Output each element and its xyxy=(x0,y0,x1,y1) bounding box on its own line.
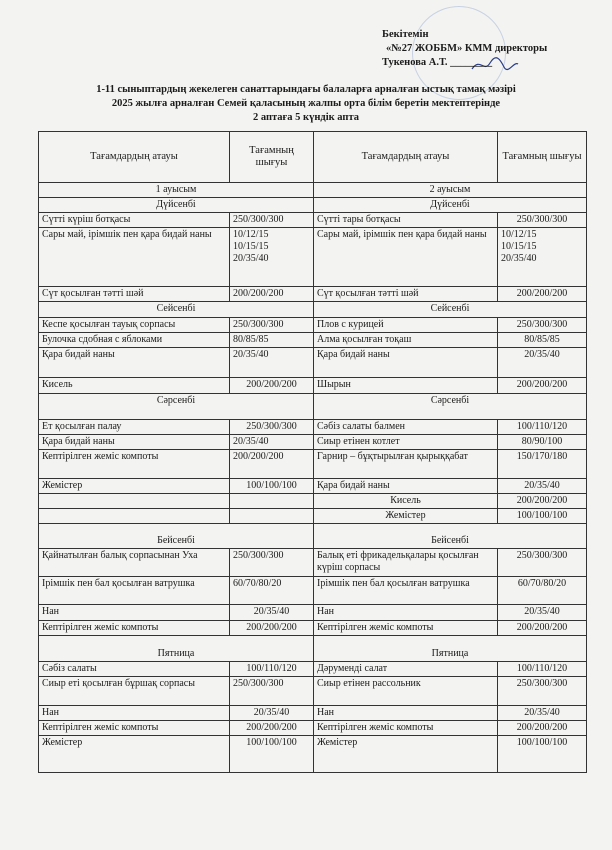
day-label: Дүйсенбі xyxy=(39,197,314,212)
yield-cell: 20/35/40 xyxy=(498,478,587,493)
dish-cell: Қайнатылған балық сорпасынан Уха xyxy=(39,548,230,576)
table-row xyxy=(39,736,587,773)
dish-cell: Гарнир – бұқтырылған қырыққабат xyxy=(314,450,498,478)
dish-cell: Нан xyxy=(314,605,498,620)
dish-cell xyxy=(39,493,230,508)
yield-cell: 100/100/100 xyxy=(498,509,587,524)
dish-cell: Нан xyxy=(314,705,498,720)
table-row xyxy=(39,450,587,478)
yield-cell: 60/70/80/20 xyxy=(498,577,587,605)
col-header-yield: Тағамның шығуы xyxy=(498,132,587,183)
dish-cell: Кептірілген жеміс компоты xyxy=(39,450,230,478)
dish-cell: Сүт қосылған тәтті шәй xyxy=(314,287,498,302)
day-row xyxy=(39,302,587,317)
yield-cell: 100/110/120 xyxy=(498,419,587,434)
day-label: Бейсенбі xyxy=(39,524,314,548)
dish-cell: Сиыр еті қосылған бұршақ сорпасы xyxy=(39,677,230,705)
yield-cell: 200/200/200 xyxy=(230,721,314,736)
yield-cell: 20/35/40 xyxy=(230,435,314,450)
dish-cell: Шырын xyxy=(314,378,498,393)
day-label: Сәрсенбі xyxy=(314,393,587,419)
title-line-1: 1-11 сыныптардың жекелеген санаттарындағы балаларға арналған ыстық тамақ мәзірі xyxy=(96,84,516,95)
dish-cell: Нан xyxy=(39,705,230,720)
day-row xyxy=(39,393,587,419)
dish-cell: Сиыр етінен котлет xyxy=(314,435,498,450)
table-header-row xyxy=(39,132,587,183)
dish-cell: Сәбіз салаты балмен xyxy=(314,419,498,434)
dish-cell: Қара бидай наны xyxy=(39,347,230,377)
yield-cell: 250/300/300 xyxy=(230,548,314,576)
dish-cell: Кептірілген жеміс компоты xyxy=(39,620,230,635)
yield-cell: 10/12/15 10/15/15 20/35/40 xyxy=(498,228,587,287)
shift-row xyxy=(39,182,587,197)
yield-cell: 250/300/300 xyxy=(230,213,314,228)
dish-cell: Сәбіз салаты xyxy=(39,662,230,677)
yield-cell: 20/35/40 xyxy=(498,347,587,377)
table-row xyxy=(39,721,587,736)
dish-cell: Ірімшік пен бал қосылған ватрушка xyxy=(314,577,498,605)
dish-cell: Жемістер xyxy=(314,509,498,524)
dish-cell: Қара бидай наны xyxy=(39,435,230,450)
dish-cell: Жемістер xyxy=(39,736,230,773)
yield-cell: 200/200/200 xyxy=(498,721,587,736)
yield-cell: 20/35/40 xyxy=(230,705,314,720)
yield-cell: 100/110/120 xyxy=(498,662,587,677)
yield-cell: 80/90/100 xyxy=(498,435,587,450)
yield-cell: 80/85/85 xyxy=(230,332,314,347)
dish-cell: Кеспе қосылған тауық сорпасы xyxy=(39,317,230,332)
table-row xyxy=(39,662,587,677)
day-row xyxy=(39,197,587,212)
yield-cell: 200/200/200 xyxy=(498,620,587,635)
day-label: Бейсенбі xyxy=(314,524,587,548)
yield-cell: 250/300/300 xyxy=(498,548,587,576)
table-row xyxy=(39,605,587,620)
yield-cell: 100/110/120 xyxy=(230,662,314,677)
dish-cell: Кептірілген жеміс компоты xyxy=(314,721,498,736)
table-row xyxy=(39,677,587,705)
table-row xyxy=(39,478,587,493)
dish-cell: Кисель xyxy=(39,378,230,393)
dish-cell: Ет қосылған палау xyxy=(39,419,230,434)
yield-cell: 60/70/80/20 xyxy=(230,577,314,605)
yield-cell: 200/200/200 xyxy=(498,378,587,393)
yield-cell: 200/200/200 xyxy=(230,378,314,393)
yield-cell: 200/200/200 xyxy=(230,620,314,635)
dish-cell: Қара бидай наны xyxy=(314,478,498,493)
col-header-yield: Тағамның шығуы xyxy=(230,132,314,183)
day-row xyxy=(39,635,587,661)
dish-cell: Сиыр етінен рассольник xyxy=(314,677,498,705)
yield-cell: 200/200/200 xyxy=(230,287,314,302)
yield-cell: 20/35/40 xyxy=(498,605,587,620)
table-row xyxy=(39,378,587,393)
table-row xyxy=(39,493,587,508)
dish-cell: Қара бидай наны xyxy=(314,347,498,377)
yield-cell: 20/35/40 xyxy=(230,605,314,620)
shift-1-label: 1 ауысым xyxy=(39,182,314,197)
yield-cell: 10/12/15 10/15/15 20/35/40 xyxy=(230,228,314,287)
yield-cell: 200/200/200 xyxy=(498,287,587,302)
yield-cell: 250/300/300 xyxy=(498,317,587,332)
table-row xyxy=(39,705,587,720)
dish-cell: Сүтті күріш ботқасы xyxy=(39,213,230,228)
day-label: Пятница xyxy=(314,635,587,661)
table-row xyxy=(39,419,587,434)
day-label: Пятница xyxy=(39,635,314,661)
yield-cell: 20/35/40 xyxy=(498,705,587,720)
dish-cell: Сүтті тары ботқасы xyxy=(314,213,498,228)
table-row xyxy=(39,548,587,576)
dish-cell: Нан xyxy=(39,605,230,620)
table-row xyxy=(39,347,587,377)
dish-cell: Кисель xyxy=(314,493,498,508)
day-label: Дүйсенбі xyxy=(314,197,587,212)
dish-cell: Жемістер xyxy=(314,736,498,773)
dish-cell: Сүт қосылған тәтті шәй xyxy=(39,287,230,302)
yield-cell: 250/300/300 xyxy=(230,317,314,332)
title-line-2: 2025 жылға арналған Семей қаласының жалпы орта білім беретін мектептерінде xyxy=(111,98,501,109)
shift-2-label: 2 ауысым xyxy=(314,182,587,197)
dish-cell: Кептірілген жеміс компоты xyxy=(39,721,230,736)
table-row xyxy=(39,577,587,605)
day-row xyxy=(39,524,587,548)
approval-line-3: Тукенова А.Т. ________ xyxy=(382,57,493,68)
dish-cell: Ірімшік пен бал қосылған ватрушка xyxy=(39,577,230,605)
col-header-dish: Тағамдардың атауы xyxy=(39,132,230,183)
yield-cell: 250/300/300 xyxy=(498,677,587,705)
yield-cell: 100/100/100 xyxy=(230,736,314,773)
dish-cell xyxy=(39,509,230,524)
day-label: Сейсенбі xyxy=(39,302,314,317)
approval-block xyxy=(382,28,547,70)
dish-cell: Кептірілген жеміс компоты xyxy=(314,620,498,635)
day-label: Сейсенбі xyxy=(314,302,587,317)
yield-cell: 250/300/300 xyxy=(230,677,314,705)
yield-cell: 200/200/200 xyxy=(230,450,314,478)
dish-cell: Сары май, ірімшік пен қара бидай наны xyxy=(314,228,498,287)
dish-cell: Алма қосылған тоқаш xyxy=(314,332,498,347)
dish-cell: Жемістер xyxy=(39,478,230,493)
table-row xyxy=(39,228,587,287)
dish-cell: Дәрумендi салат xyxy=(314,662,498,677)
yield-cell xyxy=(230,493,314,508)
document-title xyxy=(0,83,612,125)
table-row xyxy=(39,509,587,524)
yield-cell: 100/100/100 xyxy=(230,478,314,493)
table-row xyxy=(39,332,587,347)
yield-cell: 250/300/300 xyxy=(498,213,587,228)
day-label: Сәрсенбі xyxy=(39,393,314,419)
yield-cell: 20/35/40 xyxy=(230,347,314,377)
approval-line-2: «№27 ЖОББМ» КММ директоры xyxy=(386,43,548,54)
table-row xyxy=(39,317,587,332)
yield-cell: 250/300/300 xyxy=(230,419,314,434)
dish-cell: Плов с курицей xyxy=(314,317,498,332)
dish-cell: Сары май, ірімшік пен қара бидай наны xyxy=(39,228,230,287)
menu-table xyxy=(38,131,587,773)
table-row xyxy=(39,213,587,228)
yield-cell: 80/85/85 xyxy=(498,332,587,347)
dish-cell: Балық еті фрикадельқалары қосылған күріш сорпасы xyxy=(314,548,498,576)
col-header-dish: Тағамдардың атауы xyxy=(314,132,498,183)
yield-cell xyxy=(230,509,314,524)
dish-cell: Булочка сдобная с яблоками xyxy=(39,332,230,347)
approval-line-1: Бекітемін xyxy=(382,29,429,40)
table-row xyxy=(39,435,587,450)
table-row xyxy=(39,287,587,302)
title-line-3: 2 аптаға 5 күндік апта xyxy=(252,112,360,123)
yield-cell: 150/170/180 xyxy=(498,450,587,478)
yield-cell: 100/100/100 xyxy=(498,736,587,773)
table-row xyxy=(39,620,587,635)
yield-cell: 200/200/200 xyxy=(498,493,587,508)
